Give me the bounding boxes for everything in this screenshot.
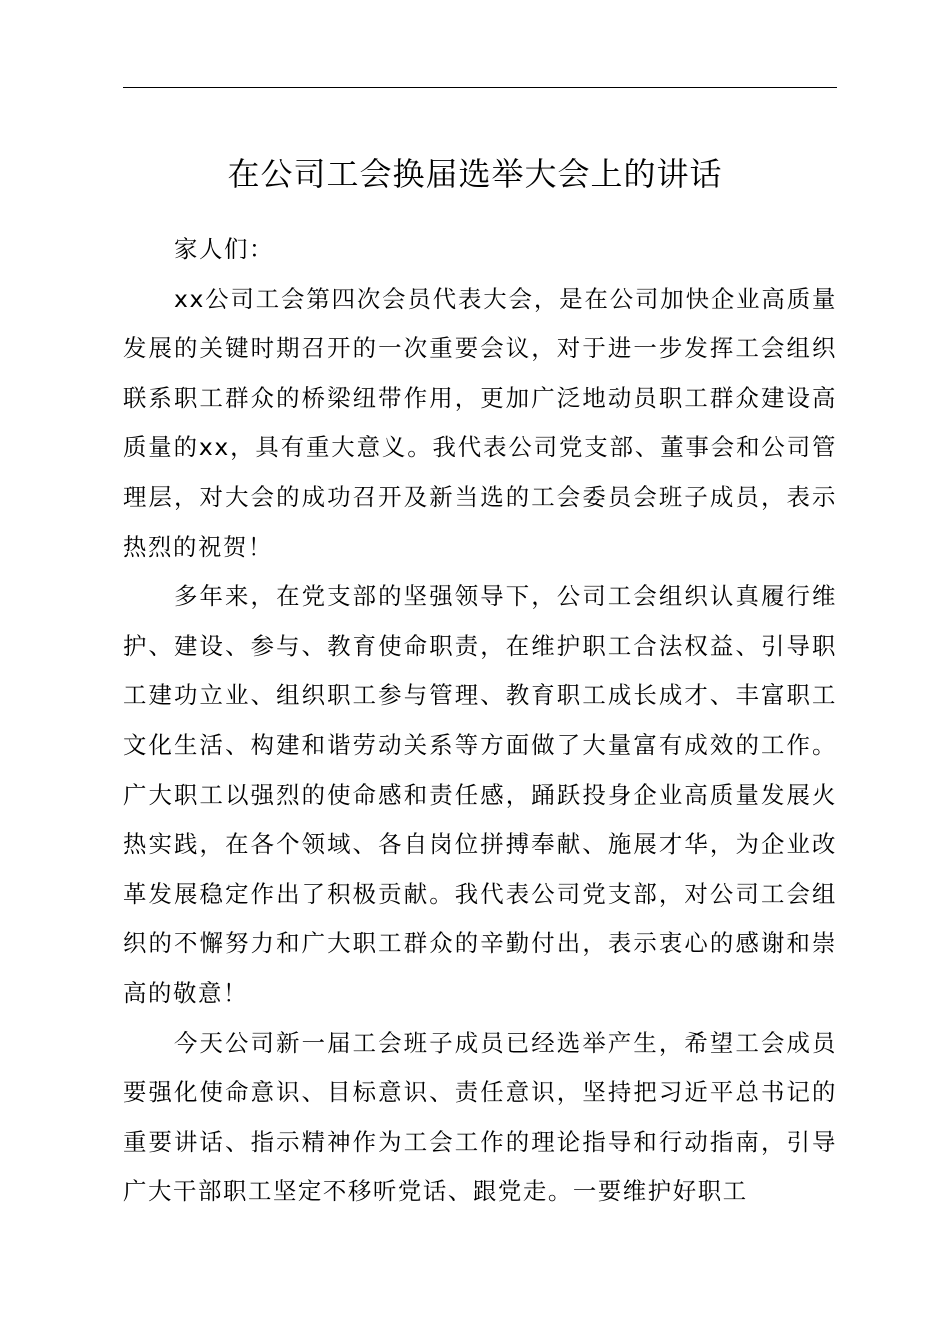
paragraph-1: xx公司工会第四次会员代表大会，是在公司加快企业高质量发展的关键时期召开的一次重要会议，对于进一步发挥工会组织联系职工群众的桥梁纽带作用，更加广泛地动员职工群众建设高质量的xx，具有重大意义。我代表公司党支部、董事会和公司管理层，对大会的成功召开及新当选的工会委员会班子成员，表示热烈的祝贺！	[123, 284, 837, 561]
document-body	[123, 225, 837, 1217]
paragraph-3: 今天公司新一届工会班子成员已经选举产生，希望工会成员要强化使命意识、目标意识、责任意识，坚持把习近平总书记的重要讲话、指示精神作为工会工作的理论指导和行动指南，引导广大干部职工坚定不移听党话、跟党走。一要维护好职工	[123, 1028, 837, 1206]
paragraph-2: 多年来，在党支部的坚强领导下，公司工会组织认真履行维护、建设、参与、教育使命职责，在维护职工合法权益、引导职工建功立业、组织职工参与管理、教育职工成长成才、丰富职工文化生活、构建和谐劳动关系等方面做了大量富有成效的工作。广大职工以强烈的使命感和责任感，踊跃投身企业高质量发展火热实践，在各个领域、各自岗位拼搏奉献、施展才华，为企业改革发展稳定作出了积极贡献。我代表公司党支部，对公司工会组织的不懈努力和广大职工群众的辛勤付出，表示衷心的感谢和崇高的敬意！	[123, 582, 837, 1007]
document-title: 在公司工会换届选举大会上的讲话	[227, 155, 723, 193]
header-rule	[123, 87, 837, 88]
salutation: 家人们：	[174, 235, 274, 263]
